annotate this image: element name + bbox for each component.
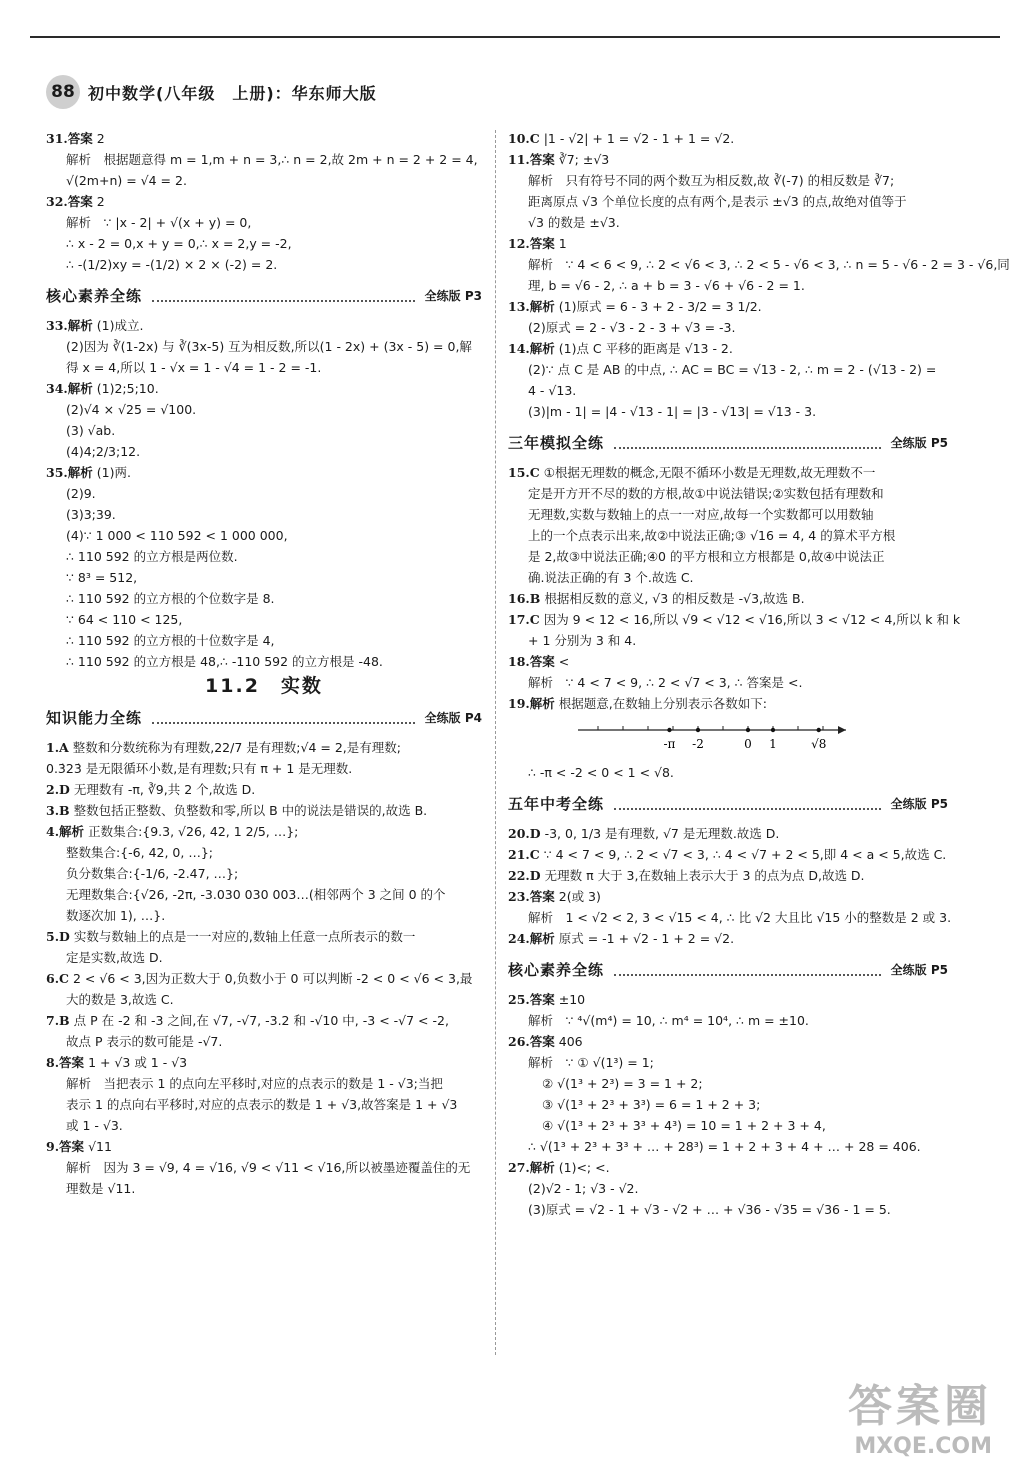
section-title: 核心素养全练 <box>508 960 605 979</box>
answer-text: ∴ 110 592 的立方根的十位数字是 4, <box>66 633 275 648</box>
answer-text: 或 1 - √3. <box>66 1118 123 1133</box>
answer-line <box>508 1031 948 1052</box>
watermark <box>848 1370 992 1459</box>
answer-line <box>46 1136 482 1157</box>
answer-line <box>508 380 948 401</box>
section-title: 核心素养全练 <box>46 286 143 305</box>
section-title: 三年模拟全练 <box>508 433 605 452</box>
number-line-label: √8 <box>811 737 827 751</box>
question-number: 7.B <box>46 1013 70 1028</box>
watermark-logo: 答案圈 <box>848 1381 992 1432</box>
question-number: 1.A <box>46 740 69 755</box>
answer-text: + 1 分别为 3 和 4. <box>528 633 637 648</box>
answer-line <box>46 546 482 567</box>
question-number: 15.C <box>508 465 540 480</box>
section-dots <box>614 964 881 976</box>
answer-text: 负分数集合:{-1/6, -2.47, …}; <box>66 866 239 881</box>
answer-text: (1)2;5;10. <box>96 381 159 396</box>
answer-line <box>508 401 948 422</box>
answer-text: 解析 ∵ ⁴√(m⁴) = 10, ∴ m⁴ = 10⁴, ∴ m = ±10. <box>528 1013 809 1028</box>
answer-text: ∴ 110 592 的立方根是 48,∴ -110 592 的立方根是 -48. <box>66 654 383 669</box>
answer-line <box>508 928 948 949</box>
answer-text: 定是实数,故选 D. <box>66 950 163 965</box>
answer-text: ±10 <box>558 992 586 1007</box>
answer-text: ∛7; ±√3 <box>558 152 610 167</box>
answer-text: 解析 因为 3 = √9, 4 = √16, √9 < √11 < √16,所以被墨迹覆盖住的无 <box>66 1160 471 1175</box>
answer-line <box>46 1052 482 1073</box>
answer-text: ③ √(1³ + 2³ + 3³) = 6 = 1 + 2 + 3; <box>542 1097 761 1112</box>
answer-text: 无理数集合:{√26, -2π, -3.030 030 003…(相邻两个 3 之间 0 的个 <box>66 887 446 902</box>
question-number: 5.D <box>46 929 70 944</box>
answer-line <box>46 609 482 630</box>
page-number: 88 <box>46 75 80 109</box>
answer-text: 0.3̇23̇ 是无限循环小数,是有理数;只有 π + 1 是无理数. <box>46 761 353 776</box>
answer-text: 是 2,故③中说法正确;④0 的平方根和立方根都是 0,故④中说法正 <box>528 549 885 564</box>
answer-line <box>508 128 948 149</box>
answer-text: 解析 当把表示 1 的点向左平移时,对应的点表示的数是 1 - √3;当把 <box>66 1076 443 1091</box>
question-number: 10.C <box>508 131 540 146</box>
answer-line <box>508 630 948 651</box>
column-divider <box>495 130 496 1355</box>
answer-text: √(2m+n) = √4 = 2. <box>66 173 187 188</box>
answer-text: 406 <box>558 1034 583 1049</box>
answer-text: ∴ -(1/2)xy = -(1/2) × 2 × (-2) = 2. <box>66 257 278 272</box>
answer-line <box>46 926 482 947</box>
answer-line <box>508 1073 948 1094</box>
answer-text: √11 <box>88 1139 112 1154</box>
answer-line <box>508 1010 948 1031</box>
answer-text: ∴ x - 2 = 0,x + y = 0,∴ x = 2,y = -2, <box>66 236 292 251</box>
section-dots <box>152 712 415 724</box>
answer-text: 无理数,实数与数轴上的点一一对应,故每一个实数都可以用数轴 <box>528 507 874 522</box>
answer-line <box>508 483 948 504</box>
answer-line <box>508 1178 948 1199</box>
answer-text: 正数集合:{9.3, √26, 42, 1 2/5, …}; <box>88 824 299 839</box>
answer-line <box>46 128 482 149</box>
question-number: 2.D <box>46 782 70 797</box>
answer-text: 根据相反数的意义, √3 的相反数是 -√3,故选 B. <box>544 591 805 606</box>
section-dots <box>152 290 415 302</box>
question-number: 20.D <box>508 826 541 841</box>
answer-text: 整数和分数统称为有理数,22/7 是有理数;√4 = 2,是有理数; <box>72 740 401 755</box>
number-line <box>568 716 948 760</box>
section-heading <box>46 705 482 731</box>
question-number: 17.C <box>508 612 540 627</box>
answer-text: (2)因为 ∛(1-2x) 与 ∛(3x-5) 互为相反数,所以(1 - 2x) + (3x - 5) = 0,解 <box>66 339 472 354</box>
section-ref: 全练版 P5 <box>890 796 948 811</box>
answer-text: (1)<; <. <box>558 1160 610 1175</box>
answer-line <box>46 884 482 905</box>
answer-text: (1)点 C 平移的距离是 √13 - 2. <box>558 341 733 356</box>
answer-line <box>46 1094 482 1115</box>
section-dots <box>614 798 881 810</box>
answer-line <box>46 1073 482 1094</box>
answer-text: 解析 ∵ |x - 2| + √(x + y) = 0, <box>66 215 252 230</box>
answer-line <box>46 1115 482 1136</box>
answer-line <box>508 1052 948 1073</box>
answer-line <box>46 1178 482 1199</box>
answer-text: 距离原点 √3 个单位长度的点有两个,是表示 ±√3 的点,故绝对值等于 <box>528 194 907 209</box>
question-number: 13.解析 <box>508 299 555 314</box>
answer-line <box>46 1157 482 1178</box>
answer-text: (1)原式 = 6 - 3 + 2 - 3/2 = 3 1/2. <box>558 299 762 314</box>
question-number: 21.C <box>508 847 540 862</box>
answer-text: 1 + √3 或 1 - √3 <box>88 1055 188 1070</box>
answer-text: 理, b = √6 - 2, ∴ a + b = 3 - √6 + √6 - 2 = 1. <box>528 278 805 293</box>
answer-line <box>508 1157 948 1178</box>
section-heading <box>46 283 482 309</box>
question-number: 14.解析 <box>508 341 555 356</box>
section-ref: 全练版 P5 <box>890 962 948 977</box>
question-number: 9.答案 <box>46 1139 85 1154</box>
question-number: 24.解析 <box>508 931 555 946</box>
answer-text: 整数包括正整数、负整数和零,所以 B 中的说法是错误的,故选 B. <box>73 803 428 818</box>
number-line-point <box>817 728 821 732</box>
answer-line <box>508 338 948 359</box>
answer-line <box>46 905 482 926</box>
answer-text: ∴ 110 592 的立方根是两位数. <box>66 549 238 564</box>
answer-text: 实数与数轴上的点是一一对应的,数轴上任意一点所表示的数一 <box>73 929 416 944</box>
answer-text: (3) √ab. <box>66 423 116 438</box>
answer-line <box>46 630 482 651</box>
question-number: 11.答案 <box>508 152 555 167</box>
answer-text: (2)原式 = 2 - √3 - 2 - 3 + √3 = -3. <box>528 320 736 335</box>
answer-text: 1 <box>558 236 567 251</box>
answer-line <box>508 762 948 783</box>
section-dots <box>614 437 881 449</box>
answer-line <box>46 737 482 758</box>
answer-line <box>46 968 482 989</box>
question-number: 35.解析 <box>46 465 93 480</box>
answer-text: 无理数 π 大于 3,在数轴上表示大于 3 的点为点 D,故选 D. <box>544 868 865 883</box>
answer-line <box>508 865 948 886</box>
answer-line <box>508 989 948 1010</box>
answer-text: 2 <box>96 194 105 209</box>
answer-text: (3)|m - 1| = |4 - √13 - 1| = |3 - √13| = √13 - 3. <box>528 404 817 419</box>
answer-line <box>46 441 482 462</box>
answer-line <box>46 567 482 588</box>
answer-line <box>508 149 948 170</box>
answer-text: 2(或 3) <box>558 889 601 904</box>
answer-text: (3)3;39. <box>66 507 116 522</box>
question-number: 3.B <box>46 803 70 818</box>
number-line-label: -2 <box>692 737 704 751</box>
number-line-label: -π <box>663 737 676 751</box>
answer-line <box>46 170 482 191</box>
answer-line <box>508 504 948 525</box>
answer-line <box>46 504 482 525</box>
header-rule <box>30 36 1000 38</box>
answer-line <box>46 989 482 1010</box>
number-line-label: 0 <box>744 737 752 751</box>
question-number: 34.解析 <box>46 381 93 396</box>
answer-text: 根据题意,在数轴上分别表示各数如下: <box>558 696 767 711</box>
answer-text: 表示 1 的点向右平移时,对应的点表示的数是 1 + √3,故答案是 1 + √3 <box>66 1097 458 1112</box>
answer-line <box>508 525 948 546</box>
answer-line <box>508 844 948 865</box>
answer-text: 解析 ∵ 4 < 7 < 9, ∴ 2 < √7 < 3, ∴ 答案是 <. <box>528 675 803 690</box>
answer-text: 理数是 √11. <box>66 1181 136 1196</box>
question-number: 16.B <box>508 591 541 606</box>
answer-text: (4)4;2/3;12. <box>66 444 141 459</box>
answer-line <box>508 170 948 191</box>
number-line-point <box>667 728 671 732</box>
answer-text: 解析 ∵ 4 < 6 < 9, ∴ 2 < √6 < 3, ∴ 2 < 5 - √6 < 3, ∴ n = 5 - √6 - 2 = 3 - √6,同 <box>528 257 1010 272</box>
answer-text: 定是开方开不尽的数的方根,故①中说法错误;②实数包括有理数和 <box>528 486 884 501</box>
answer-text: (2)√4 × √25 = √100. <box>66 402 197 417</box>
answer-text: ④ √(1³ + 2³ + 3³ + 4³) = 10 = 1 + 2 + 3 + 4, <box>542 1118 826 1133</box>
page-header <box>46 76 377 108</box>
answer-text: 解析 ∵ ① √(1³) = 1; <box>528 1055 654 1070</box>
section-ref: 全练版 P3 <box>424 288 482 303</box>
answer-line <box>46 863 482 884</box>
answer-text: ② √(1³ + 2³) = 3 = 1 + 2; <box>542 1076 703 1091</box>
number-line-arrow <box>838 726 846 734</box>
answer-line <box>508 1136 948 1157</box>
book-title: 初中数学(八年级 上册)：华东师大版 <box>88 83 377 103</box>
question-number: 25.答案 <box>508 992 555 1007</box>
answer-line <box>508 212 948 233</box>
answer-line <box>46 800 482 821</box>
answer-text: 4 - √13. <box>528 383 577 398</box>
answer-text: ∵ 64 < 110 < 125, <box>66 612 183 627</box>
question-number: 18.答案 <box>508 654 555 669</box>
answer-line <box>508 567 948 588</box>
question-number: 8.答案 <box>46 1055 85 1070</box>
section-title: 知识能力全练 <box>46 708 143 727</box>
answer-line <box>508 254 1010 275</box>
answer-text: 原式 = -1 + √2 - 1 + 2 = √2. <box>558 931 735 946</box>
answer-line <box>46 420 482 441</box>
question-number: 32.答案 <box>46 194 93 209</box>
answer-text: (2)√2 - 1; √3 - √2. <box>528 1181 639 1196</box>
section-heading <box>508 957 948 983</box>
answer-line <box>508 275 948 296</box>
answer-line <box>46 842 482 863</box>
answer-text: (3)原式 = √2 - 1 + √3 - √2 + … + √36 - √35 = √36 - 1 = 5. <box>528 1202 891 1217</box>
question-number: 22.D <box>508 868 541 883</box>
answer-line <box>508 1115 948 1136</box>
left-column <box>46 128 482 1199</box>
answer-text: |1 - √2| + 1 = √2 - 1 + 1 = √2. <box>543 131 735 146</box>
answer-text: 2 <box>96 131 105 146</box>
answer-line <box>46 821 482 842</box>
answer-line <box>46 779 482 800</box>
question-number: 19.解析 <box>508 696 555 711</box>
number-line-point <box>746 728 750 732</box>
question-number: 12.答案 <box>508 236 555 251</box>
answer-text: 上的一个点表示出来,故②中说法正确;③ √16 = 4, 4 的算术平方根 <box>528 528 896 543</box>
answer-text: √3 的数是 ±√3. <box>528 215 620 230</box>
answer-text: ∴ 110 592 的立方根的个位数字是 8. <box>66 591 275 606</box>
answer-line <box>46 191 482 212</box>
answer-text: 点 P 在 -2 和 -3 之间,在 √7, -√7, -3.2 和 -√10 中, -3 < -√7 < -2, <box>73 1013 449 1028</box>
answer-text: 解析 根据题意得 m = 1,m + n = 3,∴ n = 2,故 2m + n = 2 + 2 = 4, <box>66 152 478 167</box>
question-number: 6.C <box>46 971 69 986</box>
answer-text: 无理数有 -π, ∛9,共 2 个,故选 D. <box>73 782 256 797</box>
answer-text: ∴ √(1³ + 2³ + 3³ + … + 28³) = 1 + 2 + 3 + 4 + … + 28 = 406. <box>528 1139 921 1154</box>
answer-line <box>508 588 948 609</box>
answer-text: 整数集合:{-6, 42, 0, …}; <box>66 845 213 860</box>
answer-line <box>508 1094 948 1115</box>
answer-text: (2)∵ 点 C 是 AB 的中点, ∴ AC = BC = √13 - 2, ∴ m = 2 - (√13 - 2) = <box>528 362 937 377</box>
answer-line <box>508 233 948 254</box>
question-number: 31.答案 <box>46 131 93 146</box>
question-number: 23.答案 <box>508 889 555 904</box>
answer-line <box>46 483 482 504</box>
answer-text: 故点 P 表示的数可能是 -√7. <box>66 1034 223 1049</box>
answer-text: 数逐次加 1), …}. <box>66 908 166 923</box>
answer-text: 解析 1 < √2 < 2, 3 < √15 < 4, ∴ 比 √2 大且比 √15 小的整数是 2 或 3. <box>528 910 952 925</box>
answer-line <box>46 1010 482 1031</box>
answer-line <box>508 546 948 567</box>
answer-line <box>46 212 482 233</box>
answer-text: < <box>558 654 570 669</box>
number-line-svg <box>568 716 858 760</box>
answer-text: -3, 0, 1/3 是有理数, √7 是无理数.故选 D. <box>544 826 780 841</box>
answer-text: 得 x = 4,所以 1 - √x = 1 - √4 = 1 - 2 = -1. <box>66 360 322 375</box>
answer-line <box>508 317 948 338</box>
answer-text: ∵ 4 < 7 < 9, ∴ 2 < √7 < 3, ∴ 4 < √7 + 2 < 5,即 4 < a < 5,故选 C. <box>543 847 947 862</box>
answer-text: ∴ -π < -2 < 0 < 1 < √8. <box>528 765 674 780</box>
answer-line <box>46 254 482 275</box>
section-heading <box>508 430 948 456</box>
section-title: 五年中考全练 <box>508 794 605 813</box>
answer-line <box>46 758 482 779</box>
right-column <box>508 128 1010 1220</box>
answer-line <box>46 1031 482 1052</box>
answer-text: 2 < √6 < 3,因为正数大于 0,负数小于 0 可以判断 -2 < 0 < √6 < 3,最 <box>73 971 473 986</box>
question-number: 26.答案 <box>508 1034 555 1049</box>
answer-line <box>508 823 948 844</box>
answer-line <box>46 357 482 378</box>
number-line-point <box>771 728 775 732</box>
answer-line <box>46 378 482 399</box>
answer-text: (1)成立. <box>96 318 144 333</box>
answer-line <box>46 149 482 170</box>
number-line-label: 1 <box>769 737 777 751</box>
answer-line <box>508 886 948 907</box>
answer-line <box>508 1199 948 1220</box>
answer-line <box>508 296 948 317</box>
answer-text: 大的数是 3,故选 C. <box>66 992 174 1007</box>
answer-line <box>46 233 482 254</box>
section-ref: 全练版 P5 <box>890 435 948 450</box>
answer-line <box>508 462 948 483</box>
answer-text: 解析 只有符号不同的两个数互为相反数,故 ∛(-7) 的相反数是 ∛7; <box>528 173 895 188</box>
answer-line <box>508 693 948 714</box>
answer-text: ①根据无理数的概念,无限不循环小数是无理数,故无理数不一 <box>543 465 876 480</box>
answer-line <box>508 359 948 380</box>
answer-line <box>46 336 482 357</box>
answer-line <box>46 588 482 609</box>
answer-line <box>508 907 952 928</box>
answer-line <box>46 315 482 336</box>
answer-line <box>508 609 961 630</box>
section-heading <box>508 791 948 817</box>
number-line-point <box>696 728 700 732</box>
section-big-title: 11.2 实数 <box>205 675 323 697</box>
answer-text: ∵ 8³ = 512, <box>66 570 138 585</box>
answer-text: (2)9. <box>66 486 96 501</box>
answer-line <box>46 399 482 420</box>
answer-line <box>46 651 482 672</box>
answer-line <box>508 651 948 672</box>
answer-text: 确.说法正确的有 3 个.故选 C. <box>528 570 694 585</box>
section-ref: 全练版 P4 <box>424 710 482 725</box>
question-number: 27.解析 <box>508 1160 555 1175</box>
answer-line <box>508 191 948 212</box>
answer-text: (4)∵ 1 000 < 110 592 < 1 000 000, <box>66 528 288 543</box>
answer-line <box>46 947 482 968</box>
answer-text: 因为 9 < 12 < 16,所以 √9 < √12 < √16,所以 3 < √12 < 4,所以 k 和 k <box>543 612 961 627</box>
answer-line <box>46 525 482 546</box>
question-number: 4.解析 <box>46 824 85 839</box>
question-number: 33.解析 <box>46 318 93 333</box>
watermark-site: MXQE.COM <box>854 1434 992 1459</box>
answer-line <box>508 672 948 693</box>
answer-line <box>46 462 482 483</box>
answer-text: (1)两. <box>96 465 131 480</box>
